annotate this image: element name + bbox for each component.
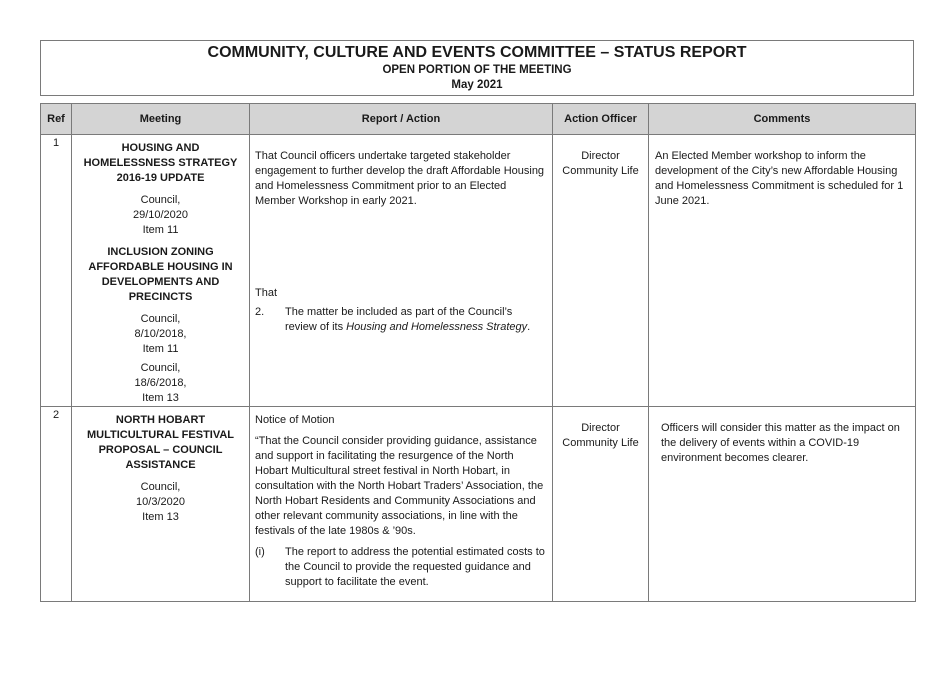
officer-title: Director xyxy=(581,150,620,162)
item-text: The report to address the potential estimated costs to the Council to provide the requested guidance and support to facilitate the event. xyxy=(285,546,545,588)
row-officer xyxy=(553,135,649,407)
action-paragraph: That Council officers undertake targeted stakeholder engagement to further develop the draft Affordable Housing and Homelessness Commitment prior to an Elected Member Workshop in early 2021. xyxy=(255,150,545,207)
row-ref: 2 xyxy=(41,407,72,602)
column-header-officer: Action Officer xyxy=(553,104,649,135)
row-comments: Officers will consider this matter as the impact on the delivery of events within a COVID-19 environment becomes clearer. xyxy=(649,407,916,602)
meeting-detail: Council, xyxy=(140,481,181,493)
meeting-detail: Council, xyxy=(140,194,181,206)
row-ref: 1 xyxy=(41,135,72,407)
action-paragraph: “That the Council consider providing guidance, assistance and support in facilitating the resurgence of the North Hobart Multicultural street festival in North Hobart, in consultation with the North Hobart Traders’ Association, the North Hobart Residents and Community Associations and other relevant community associations, in line with the festivals of the late 1980s & ’90s. xyxy=(255,435,544,537)
item-text-end: . xyxy=(527,321,531,333)
meeting-item: Item 11 xyxy=(142,343,179,355)
row-meeting xyxy=(72,135,250,407)
meeting-date: 29/10/2020 xyxy=(132,209,189,221)
meeting-detail: Council, xyxy=(140,362,181,374)
item-text xyxy=(285,305,546,335)
meeting-item: Item 11 xyxy=(142,224,179,236)
status-table xyxy=(40,103,916,602)
row-report-action xyxy=(250,407,553,602)
action-heading: Notice of Motion xyxy=(255,414,335,426)
officer-division: Community Life xyxy=(562,165,639,177)
row-meeting xyxy=(72,407,250,602)
meeting-date: 18/6/2018, xyxy=(134,377,187,389)
report-header xyxy=(40,40,914,96)
officer-division: Community Life xyxy=(562,437,639,449)
item-text-part: The matter be included as part of the Council’s review of its xyxy=(285,306,513,333)
report-date: May 2021 xyxy=(451,79,503,91)
item-number: 2. xyxy=(255,306,265,318)
item-number: (i) xyxy=(255,546,265,558)
report-title: COMMUNITY, CULTURE AND EVENTS COMMITTEE – STATUS REPORT xyxy=(207,44,747,61)
meeting-item: Item 13 xyxy=(142,392,179,404)
meeting-date: 8/10/2018, xyxy=(134,328,187,340)
row-comments: An Elected Member workshop to inform the development of the City’s new Affordable Housing and Homelessness Commitment is scheduled for 1 June 2021. xyxy=(649,135,916,407)
column-header-report: Report / Action xyxy=(250,104,553,135)
report-subtitle: OPEN PORTION OF THE MEETING xyxy=(382,64,572,76)
table-row xyxy=(41,407,916,602)
column-header-meeting: Meeting xyxy=(72,104,250,135)
meeting-title: INCLUSION ZONING AFFORDABLE HOUSING IN DEVELOPMENTS AND PRECINCTS xyxy=(88,246,233,303)
meeting-date: 10/3/2020 xyxy=(136,496,185,508)
meeting-title: NORTH HOBART MULTICULTURAL FESTIVAL PROPOSAL – COUNCIL ASSISTANCE xyxy=(86,414,235,471)
action-numbered-item xyxy=(255,545,546,590)
officer-title: Director xyxy=(581,422,620,434)
row-report-action xyxy=(250,135,553,407)
action-that: That xyxy=(255,287,278,299)
meeting-title: HOUSING AND HOMELESSNESS STRATEGY 2016-19 UPDATE xyxy=(83,142,238,184)
row-officer xyxy=(553,407,649,602)
strategy-name: Housing and Homelessness Strategy xyxy=(346,321,528,333)
column-header-comments: Comments xyxy=(649,104,916,135)
column-header-ref: Ref xyxy=(41,104,72,135)
meeting-item: Item 13 xyxy=(142,511,179,523)
meeting-detail: Council, xyxy=(140,313,181,325)
action-numbered-item xyxy=(255,305,546,335)
table-header-row xyxy=(41,104,916,135)
table-row xyxy=(41,135,916,407)
